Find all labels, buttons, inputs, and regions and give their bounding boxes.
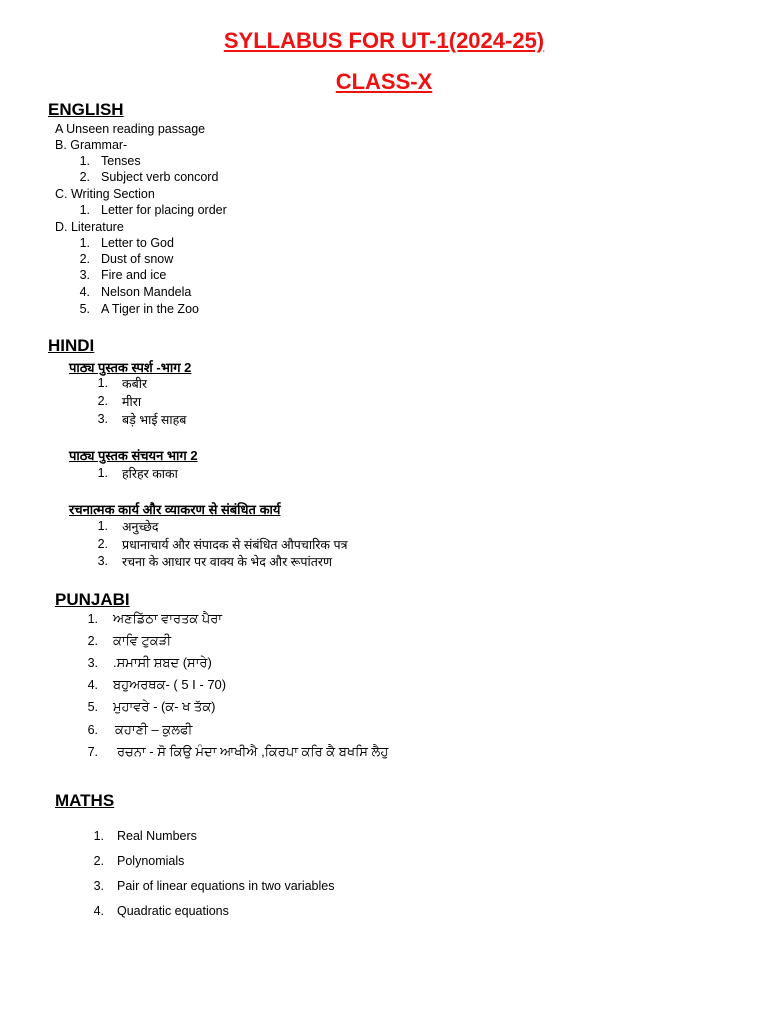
list-item: Letter to God (101, 236, 174, 250)
list-number: 6. (87, 723, 98, 737)
list-number: 4. (79, 285, 90, 299)
list-item: ਕਾਵਿ ਟੁਕੜੀ (113, 633, 172, 648)
list-item: अनुच्छेद (122, 520, 159, 534)
list-number: 2. (87, 634, 98, 648)
list-number: 1. (87, 612, 98, 626)
list-item: Nelson Mandela (101, 285, 192, 299)
list-number: 7. (87, 745, 98, 759)
hindi-book3-title: रचनात्मक कार्य और व्याकरण से संबंधित कार्य (69, 502, 281, 517)
list-number: 1. (97, 466, 108, 480)
list-number: 5. (87, 700, 98, 714)
english-section-d: D. Literature (55, 220, 124, 234)
list-number: 3. (97, 412, 108, 426)
list-number: 1. (79, 236, 90, 250)
list-number: 2. (79, 170, 90, 184)
punjabi-heading: PUNJABI (55, 590, 130, 609)
list-item: रचना के आधार पर वाक्य के भेद और रूपांतरण (122, 555, 333, 569)
list-item: Pair of linear equations in two variables (117, 879, 335, 893)
list-item: Letter for placing order (101, 203, 227, 217)
list-item: Fire and ice (101, 268, 167, 282)
list-item: ਬਹੁਅਰਥਕ- ( 5 I - 70) (113, 677, 227, 692)
list-number: 3. (97, 554, 108, 568)
english-section-a: A Unseen reading passage (55, 122, 206, 136)
class-title: CLASS-X (335, 69, 433, 94)
list-item: Dust of snow (101, 252, 174, 266)
list-item: प्रधानाचार्य और संपादक से संबंधित औपचारिक पत्र (122, 538, 348, 552)
maths-heading: MATHS (55, 791, 115, 810)
list-number: 3. (93, 879, 104, 893)
list-number: 4. (87, 678, 98, 692)
list-item: ਕਹਾਣੀ – ਕੁਲਫੀ (115, 722, 193, 737)
list-item: .ਸਮਾਸੀ ਸ਼ਬਦ (ਸਾਰੇ) (113, 655, 212, 670)
list-number: 1. (97, 519, 108, 533)
list-number: 1. (79, 154, 90, 168)
list-item: Polynomials (117, 854, 185, 868)
list-item: बड़े भाई साहब (122, 413, 187, 427)
list-number: 1. (93, 829, 104, 843)
hindi-book1-title: पाठ्य पुस्तक स्पर्श -भाग 2 (69, 360, 192, 375)
list-item: हरिहर काका (122, 467, 178, 481)
page-title: SYLLABUS FOR UT-1(2024-25) (223, 28, 545, 53)
list-number: 1. (97, 376, 108, 390)
list-number: 3. (79, 268, 90, 282)
english-section-b: B. Grammar- (55, 138, 128, 152)
list-item: मीरा (122, 395, 142, 409)
list-number: 2. (79, 252, 90, 266)
list-number: 2. (97, 394, 108, 408)
list-number: 5. (79, 302, 90, 316)
list-number: 1. (79, 203, 90, 217)
list-item: Quadratic equations (117, 904, 229, 918)
list-item: ਰਚਨਾ - ਸੋ ਕਿਉ ਮੰਦਾ ਆਖੀਐ ,ਕਿਰਪਾ ਕਰਿ ਕੈ ਬਖਸਿ ਲੈਹੁ (117, 744, 389, 759)
english-section-c: C. Writing Section (55, 187, 155, 201)
english-heading: ENGLISH (48, 100, 124, 119)
list-item: ਅਣਡਿੱਠਾ ਵਾਰਤਕ ਪੈਰਾ (113, 611, 223, 626)
list-item: ਮੁਹਾਵਰੇ - (ਕ- ਖ ਤੱਕ) (113, 699, 216, 714)
hindi-book2-title: पाठ्य पुस्तक संचयन भाग 2 (69, 448, 198, 463)
list-number: 3. (87, 656, 98, 670)
list-item: A Tiger in the Zoo (101, 302, 199, 316)
hindi-heading: HINDI (48, 336, 95, 355)
list-item: कबीर (122, 377, 148, 391)
list-item: Real Numbers (117, 829, 197, 843)
list-number: 4. (93, 904, 104, 918)
list-item: Tenses (101, 154, 141, 168)
list-number: 2. (97, 537, 108, 551)
list-number: 2. (93, 854, 104, 868)
list-item: Subject verb concord (101, 170, 219, 184)
